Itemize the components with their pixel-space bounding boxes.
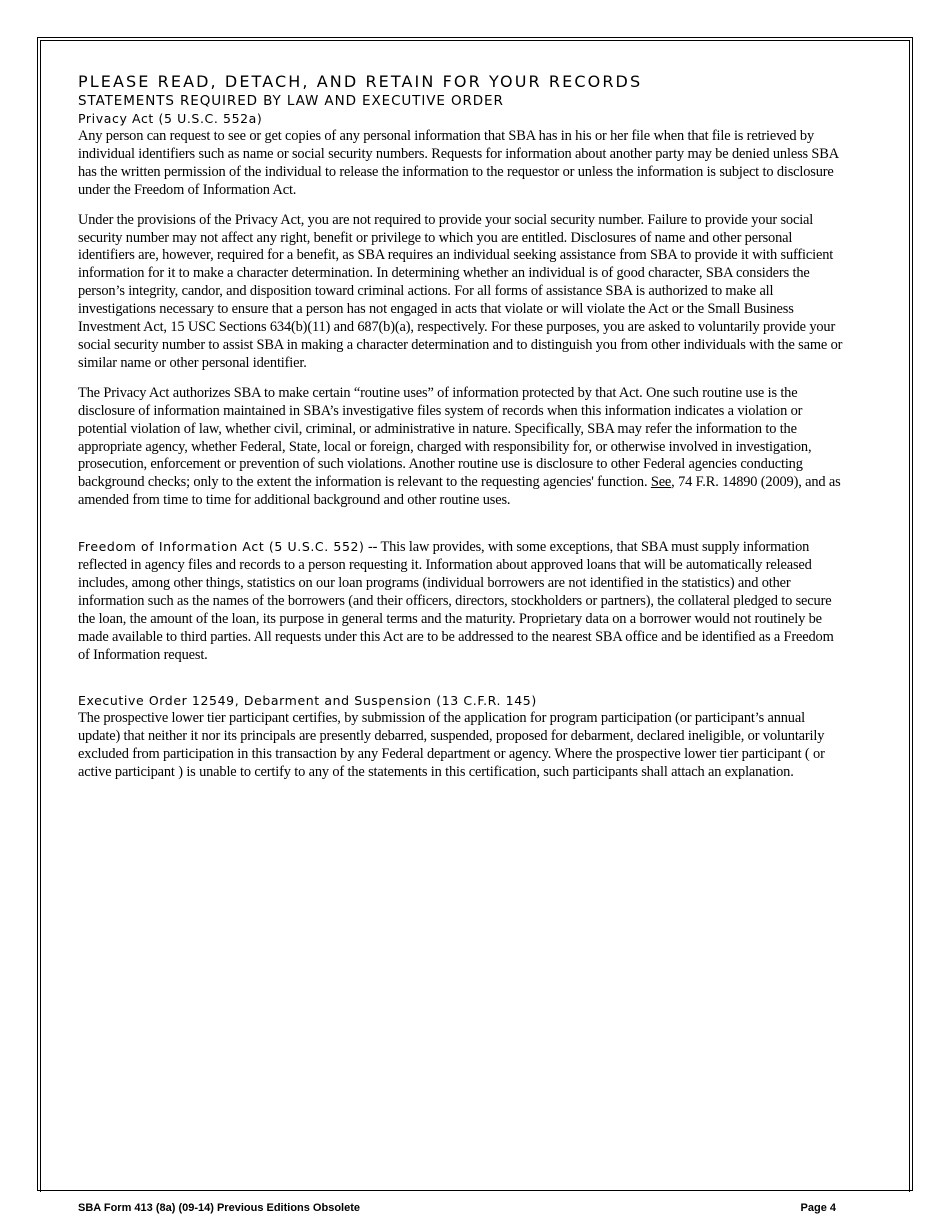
privacy-act-paragraph-3 <box>78 385 843 510</box>
privacy-act-paragraph-2: Under the provisions of the Privacy Act, you are not required to provide your social security number. Failure to provide your social security number may not affect any right, benefit or privilege to which you are entitled. Disclosures of name and other personal identifiers are, however, required for a benefit, as SBA requires an individual seeking assistance from SBA to provide it with sufficient information for it to make a character determination. In determining whether an individual is of good character, SBA considers the person’s integrity, candor, and disposition toward criminal actions. For all forms of assistance SBA is authorized to make all investigations necessary to ensure that a person has not engaged in acts that violate or will violate the Act or the Small Business Investment Act, 15 USC Sections 634(b)(11) and 687(b)(a), respectively. For these purposes, you are asked to voluntarily provide your social security number to assist SBA in making a character determination and to distinguish you from other individuals with the same or similar name or other personal identifier. <box>78 211 843 371</box>
executive-order-title: Executive Order 12549, Debarment and Suspension (13 C.F.R. 145) <box>78 693 537 709</box>
privacy-act-paragraph-1: Any person can request to see or get copies of any personal information that SBA has in his or her file when that file is retrieved by individual identifiers such as name or social security numbers. Requests for information about another party may be denied unless SBA has the written permission of the individual to release the information to the requestor or unless the information is subject to disclosure under the Freedom of Information Act. <box>78 128 839 198</box>
privacy-act-paragraph-3-tail: , 74 F.R. 14890 (2009), and as amended from time to time for additional background and other routine uses. <box>78 474 841 509</box>
privacy-act-section <box>78 110 843 510</box>
page-footer <box>78 1201 836 1215</box>
foia-paragraph <box>78 538 843 664</box>
main-heading: PLEASE READ, DETACH, AND RETAIN FOR YOUR RECORDS <box>78 72 643 91</box>
foia-body: -- This law provides, with some exceptions, that SBA must supply information reflected in agency files and records to a person requesting it. Information about approved loans that will be automatically released includes, among other things, statistics on our loan programs (individual borrowers are not identified in the statistics) and other information such as the names of the borrowers (and their officers, directors, stockholders or partners), the collateral pledged to secure the loan, the amount of the loan, its purpose in general terms and the maturity. Proprietary data on a borrower would not routinely be made available to third parties. All requests under this Act are to be addressed to the nearest SBA office and be identified as a Freedom of Information request. <box>78 539 834 663</box>
executive-order-paragraph: The prospective lower tier participant certifies, by submission of the application for program participation (or participant’s annual update) that neither it nor its principals are presently debarred, suspended, proposed for debarment, declared ineligible, or voluntarily excluded from participation in this transaction by any Federal department or agency. Where the prospective lower tier participant ( or active participant ) is unable to certify to any of the statements in this certification, such participants shall attach an explanation. <box>78 710 825 781</box>
page-number: Page 4 <box>800 1202 836 1214</box>
form-identifier: SBA Form 413 (8a) (09-14) Previous Editions Obsolete <box>78 1202 361 1214</box>
foia-section <box>78 538 843 664</box>
privacy-act-paragraph-3-text: The Privacy Act authorizes SBA to make certain “routine uses” of information protected by that Act. One such routine use is the disclosure of information maintained in SBA’s investigative files system of records when this information indicates a violation or potential violation of law, whether civil, criminal, or administrative in nature. Specifically, SBA may refer the information to the appropriate agency, whether Federal, State, local or foreign, charged with responsibility for, or otherwise involved in investigation, prosecution, enforcement or prevention of such violations. Another routine use is disclosure to other Federal agencies conducting background checks; only to the extent the information is relevant to the requesting agencies' function. <box>78 384 812 491</box>
privacy-act-title: Privacy Act (5 U.S.C. 552a) <box>78 111 263 126</box>
foia-title: Freedom of Information Act (5 U.S.C. 552) <box>78 539 365 555</box>
see-reference: See <box>650 474 672 491</box>
page-content <box>78 72 843 782</box>
executive-order-section <box>78 692 843 782</box>
sub-heading: STATEMENTS REQUIRED BY LAW AND EXECUTIVE ORDER <box>78 93 504 109</box>
